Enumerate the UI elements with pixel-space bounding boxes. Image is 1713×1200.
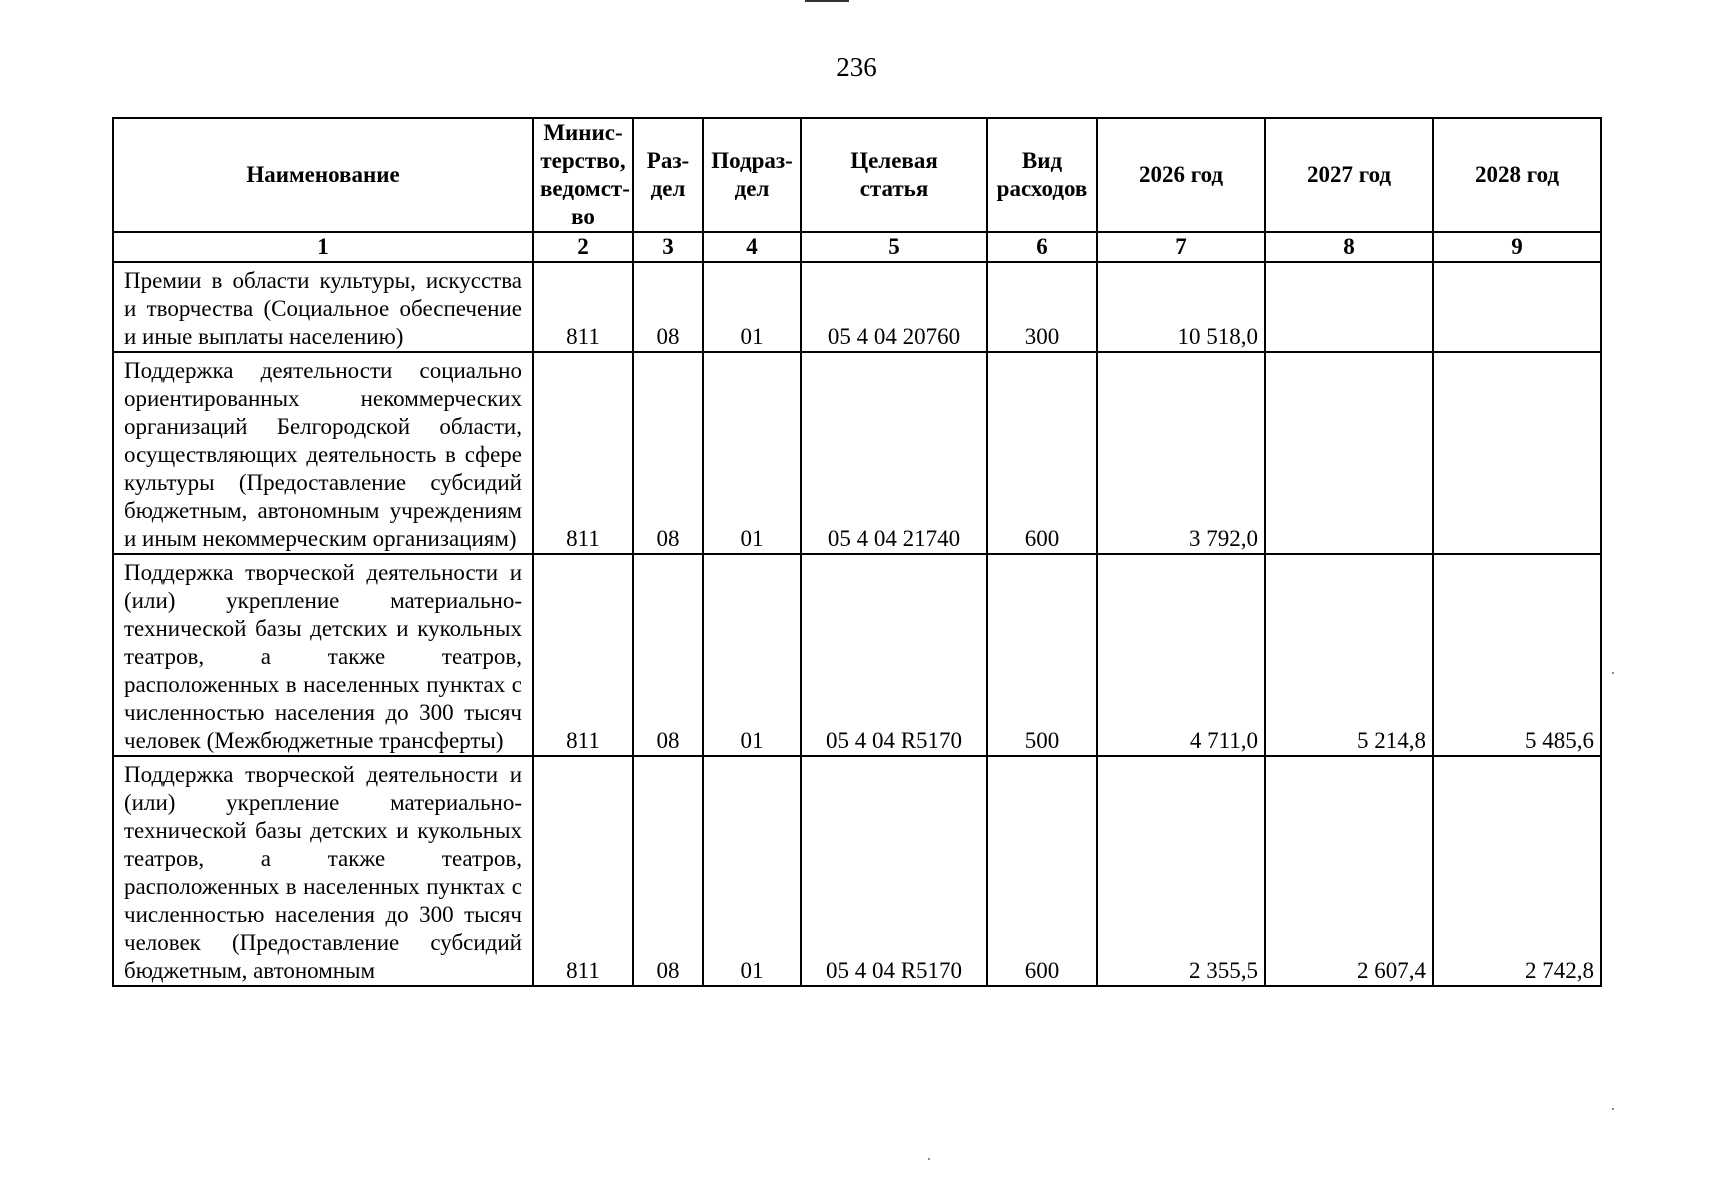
header-2027: 2027 год xyxy=(1265,118,1433,232)
row-2026: 4 711,0 xyxy=(1097,554,1265,756)
row-subsection: 01 xyxy=(703,554,801,756)
row-2028: 5 485,6 xyxy=(1433,554,1601,756)
row-target: 05 4 04 20760 xyxy=(801,262,987,352)
column-number: 9 xyxy=(1433,232,1601,262)
row-2027 xyxy=(1265,352,1433,554)
row-subsection: 01 xyxy=(703,756,801,986)
row-name: Поддержка творческой деятельности и (или) укрепление материально-технической базы детских и кукольных театров, а также театров, расположенных в населенных пунктах с численностью населения до 300 тысяч человек (Межбюджетные трансферты) xyxy=(113,554,533,756)
row-expense: 600 xyxy=(987,756,1097,986)
row-2026: 3 792,0 xyxy=(1097,352,1265,554)
page-number: 236 xyxy=(836,52,877,82)
row-name: Поддержка деятельности социально ориентированных некоммерческих организаций Белгородской области, осуществляющих деятельность в сфере культуры (Предоставление субсидий бюджетным, автономным учреждениям и иным некоммерческим организациям) xyxy=(113,352,533,554)
row-2028 xyxy=(1433,352,1601,554)
column-number: 5 xyxy=(801,232,987,262)
column-number: 1 xyxy=(113,232,533,262)
row-section: 08 xyxy=(633,352,703,554)
header-section: Раз- дел xyxy=(633,118,703,232)
row-2027: 2 607,4 xyxy=(1265,756,1433,986)
header-2028: 2028 год xyxy=(1433,118,1601,232)
header-name: Наименование xyxy=(113,118,533,232)
row-section: 08 xyxy=(633,262,703,352)
column-number: 3 xyxy=(633,232,703,262)
row-ministry: 811 xyxy=(533,352,633,554)
column-number: 4 xyxy=(703,232,801,262)
row-target: 05 4 04 R5170 xyxy=(801,756,987,986)
row-expense: 300 xyxy=(987,262,1097,352)
row-subsection: 01 xyxy=(703,262,801,352)
header-subsection: Подраз- дел xyxy=(703,118,801,232)
table-row xyxy=(113,756,1601,986)
scan-artifact xyxy=(805,0,849,2)
row-target: 05 4 04 21740 xyxy=(801,352,987,554)
row-2028: 2 742,8 xyxy=(1433,756,1601,986)
row-section: 08 xyxy=(633,756,703,986)
header-ministry: Минис- терство, ведомст- во xyxy=(533,118,633,232)
row-expense: 500 xyxy=(987,554,1097,756)
row-ministry: 811 xyxy=(533,262,633,352)
row-target: 05 4 04 R5170 xyxy=(801,554,987,756)
row-2028 xyxy=(1433,262,1601,352)
column-number: 2 xyxy=(533,232,633,262)
table-row xyxy=(113,262,1601,352)
scan-speck xyxy=(1612,672,1614,674)
row-ministry: 811 xyxy=(533,554,633,756)
row-subsection: 01 xyxy=(703,352,801,554)
column-number: 8 xyxy=(1265,232,1433,262)
budget-table xyxy=(112,117,1602,987)
row-2026: 10 518,0 xyxy=(1097,262,1265,352)
row-2026: 2 355,5 xyxy=(1097,756,1265,986)
row-name: Поддержка творческой деятельности и (или) укрепление материально-технической базы детских и кукольных театров, а также театров, расположенных в населенных пунктах с численностью населения до 300 тысяч человек (Предоставление субсидий бюджетным, автономным xyxy=(113,756,533,986)
column-number: 7 xyxy=(1097,232,1265,262)
scan-speck xyxy=(928,1158,930,1160)
column-number-row xyxy=(113,232,1601,262)
column-number: 6 xyxy=(987,232,1097,262)
row-expense: 600 xyxy=(987,352,1097,554)
row-name: Премии в области культуры, искусства и творчества (Социальное обеспечение и иные выплаты населению) xyxy=(113,262,533,352)
header-expense: Вид расходов xyxy=(987,118,1097,232)
scan-speck xyxy=(1612,1108,1614,1110)
table-row xyxy=(113,352,1601,554)
header-target: Целевая статья xyxy=(801,118,987,232)
row-2027: 5 214,8 xyxy=(1265,554,1433,756)
row-section: 08 xyxy=(633,554,703,756)
row-2027 xyxy=(1265,262,1433,352)
row-ministry: 811 xyxy=(533,756,633,986)
header-2026: 2026 год xyxy=(1097,118,1265,232)
header-row xyxy=(113,118,1601,232)
table-row xyxy=(113,554,1601,756)
